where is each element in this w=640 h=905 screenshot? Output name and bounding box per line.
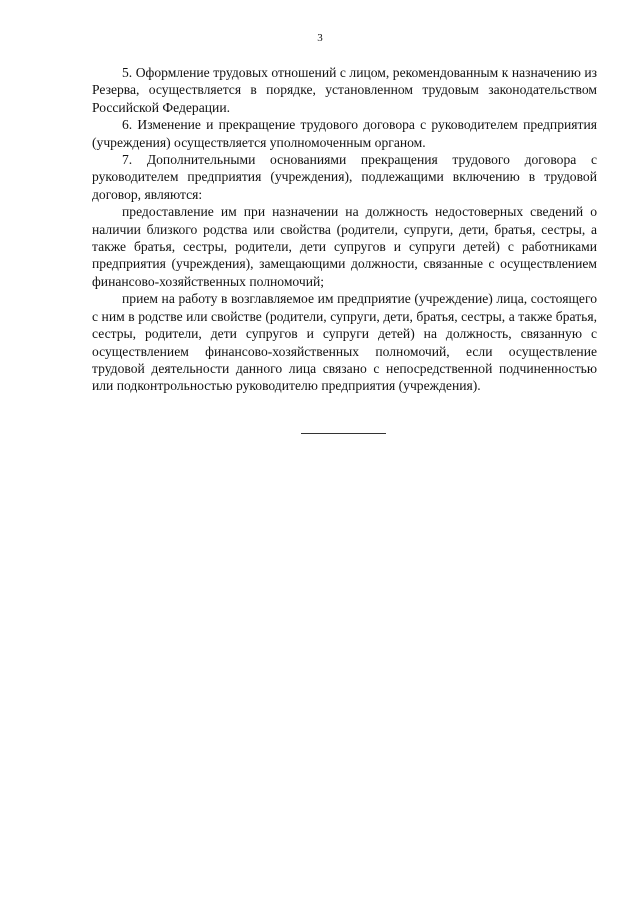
paragraph-7: 7. Дополнительными основаниями прекращения трудового договора с руководителем предприятия (учреждения), подлежащими включению в трудовой договор, являются: [92,152,597,202]
paragraph-6: 6. Изменение и прекращение трудового договора с руководителем предприятия (учреждения) осуществляется уполномоченным органом. [92,117,597,150]
page-number: 3 [317,32,323,44]
paragraph-7-item-1: предоставление им при назначении на должность недостоверных сведений о наличии близкого родства или свойства (родители, супруги, дети, братья, сестры, а также братья, сестры, родители, дети супругов и супруги детей) с работниками предприятия (учреждения), замещающими должности, связанные с осуществлением финансово-хозяйственных полномочий; [92,204,597,289]
document-body [92,64,597,395]
paragraph-5: 5. Оформление трудовых отношений с лицом, рекомендованным к назначению из Резерва, осуществляется в порядке, установленном трудовым законодательством Российской Федерации. [92,65,597,115]
paragraph-7-item-2: прием на работу в возглавляемое им предприятие (учреждение) лица, состоящего с ним в родстве или свойстве (родители, супруги, дети, братья, сестры, а также братья, сестры, родители, дети супругов и супруги детей) на должность, связанную с осуществлением финансово-хозяйственных полномочий, если осуществление трудовой деятельности данного лица связано с непосредственной подчиненностью или подконтрольностью руководителю предприятия (учреждения). [92,291,597,394]
end-of-document-rule [301,433,386,434]
